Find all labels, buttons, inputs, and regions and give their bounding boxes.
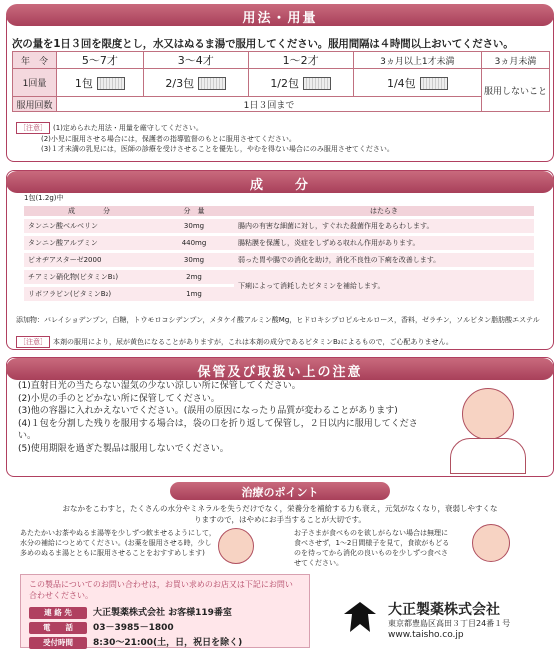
act: 弱った胃や腸での消化を助け，消化不良性の下痢を改善します。 — [234, 253, 534, 267]
contact-box — [20, 574, 310, 648]
dose-cell — [248, 69, 353, 97]
contact-label: 受付時間 — [29, 637, 87, 649]
dosage-table — [12, 51, 550, 112]
ingredients-title: 成 分 — [249, 178, 310, 193]
storage-item: (2)小児の手のとどかない所に保管してください。 — [18, 393, 220, 404]
warn-text: 本剤の服用により，尿が黄色になることがありますが，これは本剤の成分であるビタミンB₂によるもので，ご心配ありません。 — [53, 338, 453, 346]
table-row — [24, 253, 534, 267]
points-header — [170, 482, 390, 500]
ingredients-table — [24, 203, 534, 304]
usage-lead: 次の量を1日３回を限度とし，水又はぬるま湯で服用してください。服用間隔は４時間以上おいてください。 — [12, 38, 514, 50]
col-act: はたらき — [234, 206, 534, 216]
advice-right: お子さまが食べものを欲しがらない場合は無理に食べさせず，1～2日間様子を見て，食欲がもどるのを待ってから消化の良いものを少しずつ食べさせてください。 — [294, 529, 450, 567]
age-col: 3ヵ月未満 — [482, 52, 550, 69]
dose-label: 1回量 — [13, 69, 57, 97]
act: 下痢によって消耗したビタミンを補給します。 — [234, 270, 534, 301]
usage-title: 用法・用量 — [242, 11, 318, 26]
packet-icon — [420, 77, 448, 90]
dose-cell — [353, 69, 481, 97]
col-amt: 分 量 — [154, 206, 234, 216]
child-eating-illustration — [472, 524, 510, 562]
dose-value: 1包 — [74, 76, 93, 90]
note-item: (1)定められた用法・用量を厳守してください。 — [53, 124, 203, 132]
child-illustration — [218, 528, 254, 564]
contact-row — [29, 605, 232, 617]
comp: リボフラビン(ビタミンB₂) — [24, 287, 154, 301]
amt: 30mg — [154, 219, 234, 233]
note-item: (3)１才未満の乳児には，医師の診療を受けさせることを優先し，やむを得ない場合にのみ服用させてください。 — [41, 145, 394, 153]
ingredients-sub: 1包(1.2g)中 — [24, 194, 64, 202]
company-name: 大正製薬株式会社 — [388, 602, 500, 618]
doctor-coat-illustration — [450, 438, 526, 474]
storage-item: (4)１包を分割した残りを服用する場合は，袋の口を折り返して保管し，２日以内に服用してください。 — [18, 418, 418, 442]
age-col: 1～2才 — [248, 52, 353, 69]
dose-value: 1/2包 — [270, 76, 300, 90]
advice-left: あたたかいお茶やぬるま湯等を少しずつ飲ませるようにして，水分の補給につとめてください。(お薬を服用させる時，少し多めのぬるま湯とともに服用させることをおすすめします) — [20, 529, 216, 557]
col-comp: 成 分 — [24, 206, 154, 216]
amt: 440mg — [154, 236, 234, 250]
storage-header — [6, 358, 554, 380]
dose-cell — [143, 69, 248, 97]
comp: タンニン酸アルブミン — [24, 236, 154, 250]
table-row — [24, 219, 534, 233]
ingredient-warning — [16, 336, 453, 348]
table-row — [24, 236, 534, 250]
storage-title: 保管及び取扱い上の注意 — [197, 365, 363, 380]
additives: 添加物：バレイショデンプン，白糖，トウモロコシデンプン，メタケイ酸アルミン酸Mg，ヒドロキシプロピルセルロース，香料，ゼラチン，ソルビタン脂肪酸エステル — [16, 316, 540, 324]
company-url: www.taisho.co.jp — [388, 630, 464, 640]
contact-value: 03－3985－1800 — [93, 623, 174, 633]
ingredients-header — [6, 171, 554, 193]
act: 腸内の有害な細菌に対し，すぐれた殺菌作用をあらわします。 — [234, 219, 534, 233]
contact-value: 大正製薬株式会社 お客様119番室 — [93, 608, 232, 618]
contact-value: 8:30～21:00(土，日，祝日を除く) — [93, 638, 243, 648]
act: 腸粘膜を保護し，炎症をしずめる収れん作用があります。 — [234, 236, 534, 250]
packet-icon — [198, 77, 226, 90]
age-col: 5～7才 — [57, 52, 144, 69]
age-col: 3ヵ月以上1才未満 — [353, 52, 481, 69]
comp: チアミン硝化物(ビタミンB₁) — [24, 270, 154, 284]
comp: タンニン酸ベルベリン — [24, 219, 154, 233]
usage-notes — [16, 122, 394, 154]
packet-icon — [97, 77, 125, 90]
taisho-eagle-logo — [340, 600, 380, 634]
doctor-illustration — [462, 388, 514, 440]
amt: 1mg — [154, 287, 234, 301]
comp: ビオヂアスターゼ2000 — [24, 253, 154, 267]
storage-list — [18, 380, 428, 456]
points-title: 治療のポイント — [241, 486, 319, 499]
note-tag: ［注意］ — [16, 122, 50, 134]
no-use: 服用しないこと — [482, 69, 550, 112]
points-intro: おなかをこわすと，たくさんの水分やミネラルを失うだけでなく，栄養分を補給する力も衰え，元気がなくなり，衰弱しやすくなりますので，はやめにお手当することが大切です。 — [62, 504, 498, 524]
company-address: 東京都豊島区高田３丁目24番１号 — [388, 619, 511, 628]
contact-row — [29, 635, 242, 647]
packet-icon — [303, 77, 331, 90]
dose-value: 2/3包 — [165, 76, 195, 90]
contact-question: この製品についてのお問い合わせは，お買い求めのお店又は下記にお問い合わせください。 — [29, 580, 293, 600]
warn-tag: ［注意］ — [16, 336, 50, 348]
table-row — [24, 270, 534, 284]
contact-label: 連 絡 先 — [29, 607, 87, 619]
contact-label: 電 話 — [29, 622, 87, 634]
usage-header — [6, 4, 554, 26]
age-col: 3～4才 — [143, 52, 248, 69]
dose-cell — [57, 69, 144, 97]
dose-value: 1/4包 — [386, 76, 416, 90]
amt: 2mg — [154, 270, 234, 284]
storage-item: (3)他の容器に入れかえないでください。(誤用の原因になったり品質が変わることがあります) — [18, 406, 398, 417]
times-value: 1日３回まで — [57, 97, 482, 112]
times-label: 服用回数 — [13, 97, 57, 112]
storage-item: (5)使用期限を過ぎた製品は服用しないでください。 — [18, 443, 229, 454]
age-label: 年 令 — [13, 52, 57, 69]
contact-row — [29, 620, 174, 632]
storage-item: (1)直射日光の当たらない湿気の少ない涼しい所に保管してください。 — [18, 381, 301, 391]
amt: 30mg — [154, 253, 234, 267]
note-item: (2)小児に服用させる場合には，保護者の指導監督のもとに服用させてください。 — [41, 135, 296, 143]
